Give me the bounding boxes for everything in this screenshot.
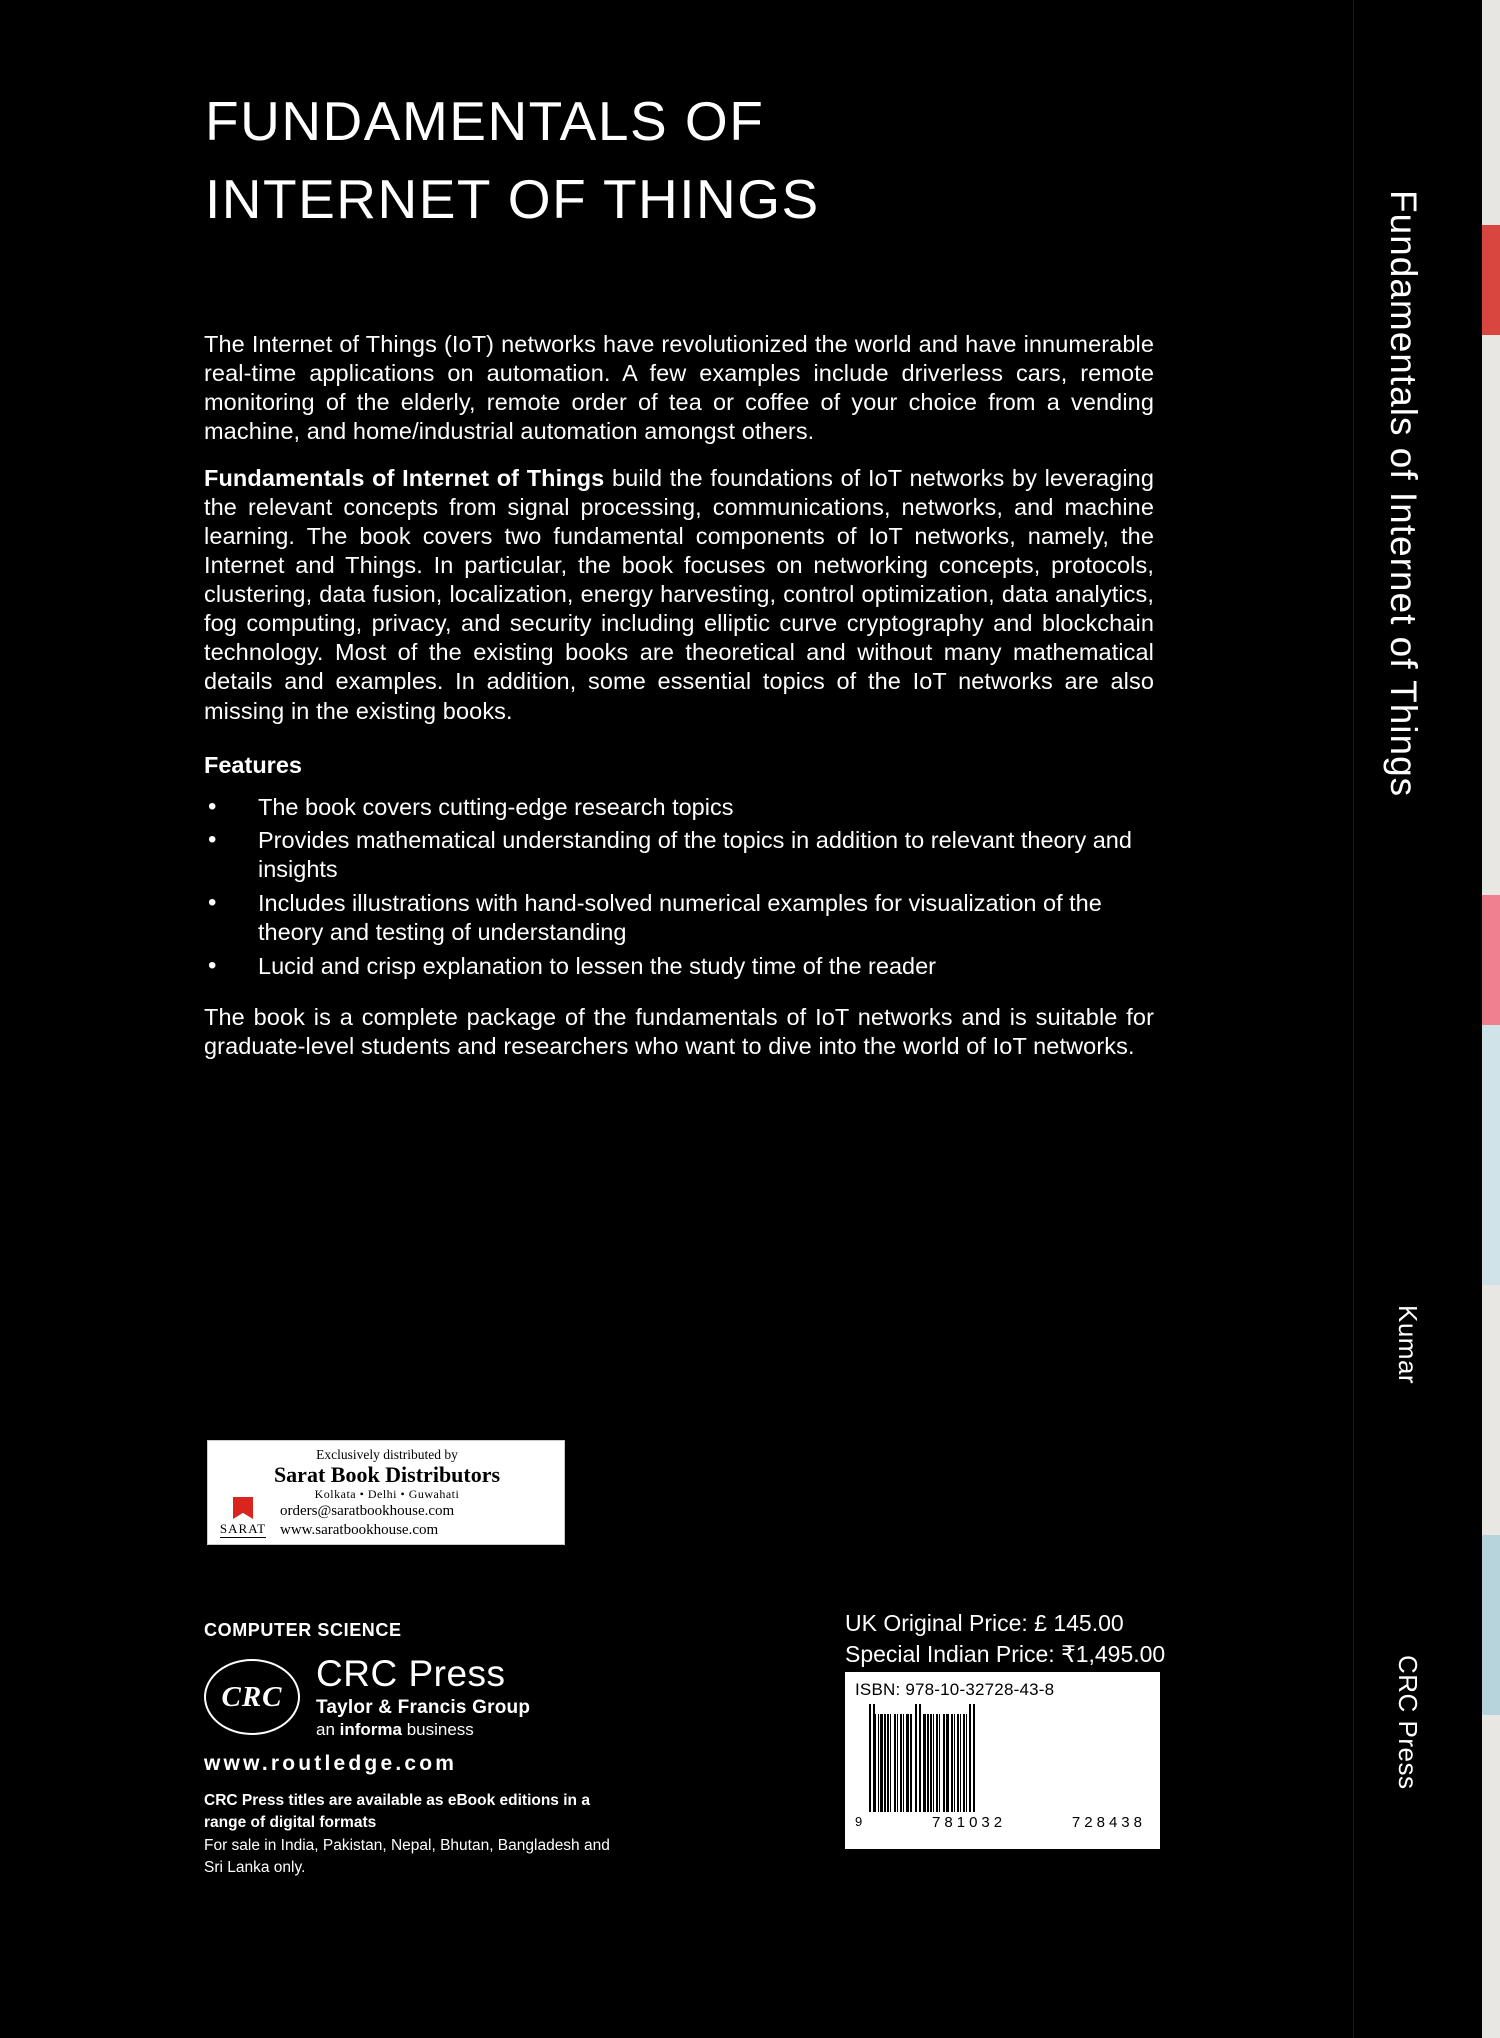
list-item: • Includes illustrations with hand-solved numerical examples for visualization of the theory and testing of understanding	[204, 889, 1154, 948]
barcode-icon	[869, 1704, 1150, 1812]
territory-note: For sale in India, Pakistan, Nepal, Bhutan, Bangladesh and Sri Lanka only.	[204, 1836, 610, 1877]
title-line-1: FUNDAMENTALS OF	[205, 90, 765, 152]
blurb-paragraph-2-rest: build the foundations of IoT networks by leveraging the relevant concepts from signal processing, communications, networks, and machine learning. The book covers two fundamental components of IoT networks, namely, the Internet and Things. In particular, the book focuses on networking concepts, protocols, clustering, data fusion, localization, energy harvesting, control optimization, data analytics, fog computing, privacy, and security including elliptic curve cryptography and blockchain technology. Most of the existing books are theoretical and without many mathematical details and examples. In addition, some essential topics of the IoT networks are also missing in the existing books.	[204, 464, 1155, 724]
features-heading: Features	[204, 751, 302, 778]
publisher-name: CRC Press	[316, 1653, 506, 1694]
tagline-prefix: an	[316, 1719, 340, 1739]
blurb-paragraph-1: The Internet of Things (IoT) networks have revolutionized the world and have innumerable real-time applications on automation. A few examples include driverless cars, remote monitoring of the elderly, remote order of tea or coffee of your choice from a vending machine, and home/industrial automation amongst others.	[204, 331, 1154, 445]
list-item: • Lucid and crisp explanation to lessen the study time of the reader	[204, 952, 1154, 981]
tagline-suffix: business	[401, 1719, 474, 1739]
edge-segment	[1482, 1535, 1500, 1715]
subject-category: COMPUTER SCIENCE	[204, 1620, 402, 1640]
publisher-url[interactable]: www.routledge.com	[204, 1751, 458, 1775]
distributor-box	[207, 1440, 565, 1545]
front-cover-edge-strip	[1482, 0, 1500, 2038]
publisher-fine-print	[204, 1790, 624, 1880]
list-item: • The book covers cutting-edge research topics	[204, 793, 1154, 822]
uk-price: UK Original Price: £ 145.00	[845, 1610, 1124, 1636]
blurb-body	[204, 330, 1154, 1078]
crc-logo-icon: CRC	[204, 1659, 300, 1735]
price-block	[845, 1608, 1165, 1670]
features-list	[204, 793, 1154, 981]
publisher-group: Taylor & Francis Group	[316, 1696, 531, 1718]
blurb-paragraph-2	[204, 464, 1154, 726]
page-title	[205, 82, 1205, 238]
distributor-cities: Kolkata • Delhi • Guwahati	[314, 1487, 460, 1502]
bookmark-icon	[233, 1497, 253, 1519]
edge-segment	[1482, 895, 1500, 1025]
edge-segment	[1482, 335, 1500, 895]
spine-publisher: CRC Press	[1393, 1655, 1423, 1790]
sarat-wordmark: SARAT	[219, 1521, 267, 1536]
ebook-note: CRC Press titles are available as eBook editions in a range of digital formats	[204, 1791, 590, 1832]
spine-author: Kumar	[1393, 1305, 1423, 1385]
ean-left-group: 781032	[932, 1814, 1007, 1831]
ean-lead-digit: 9	[855, 1814, 863, 1829]
barcode-box	[845, 1672, 1160, 1849]
edge-segment	[1482, 0, 1500, 225]
publisher-logo-row	[204, 1655, 624, 1740]
sarat-logo	[216, 1497, 270, 1538]
isbn-label: ISBN: 978-10-32728-43-8	[855, 1680, 1055, 1699]
edge-segment	[1482, 225, 1500, 335]
edge-segment	[1482, 1285, 1500, 1535]
indian-price: Special Indian Price: ₹1,495.00	[845, 1641, 1166, 1668]
blurb-book-title-bold: Fundamentals of Internet of Things	[204, 464, 605, 491]
edge-segment	[1482, 1715, 1500, 2038]
publisher-block	[204, 1655, 624, 1880]
publisher-tagline	[316, 1720, 530, 1740]
ean-right-group: 728438	[1071, 1814, 1146, 1831]
edge-segment	[1482, 1025, 1500, 1285]
blurb-closing-paragraph: The book is a complete package of the fundamentals of IoT networks and is suitable for graduate-level students and researchers who want to dive into the world of IoT networks.	[204, 1003, 1154, 1059]
distributor-name: Sarat Book Distributors	[273, 1462, 501, 1487]
spine-title: Fundamentals of Internet of Things	[1383, 190, 1424, 798]
book-spine	[1353, 0, 1482, 2038]
distributor-intro: Exclusively distributed by	[316, 1447, 458, 1462]
list-item: • Provides mathematical understanding of the topics in addition to relevant theory and insights	[204, 826, 1154, 885]
ean-digits	[855, 1814, 1150, 1831]
tagline-brand: informa	[339, 1719, 402, 1739]
publisher-names	[316, 1655, 530, 1740]
distributor-website: www.saratbookhouse.com	[280, 1521, 439, 1538]
distributor-email: orders@saratbookhouse.com	[280, 1503, 455, 1520]
title-line-2: INTERNET OF THINGS	[205, 168, 820, 231]
